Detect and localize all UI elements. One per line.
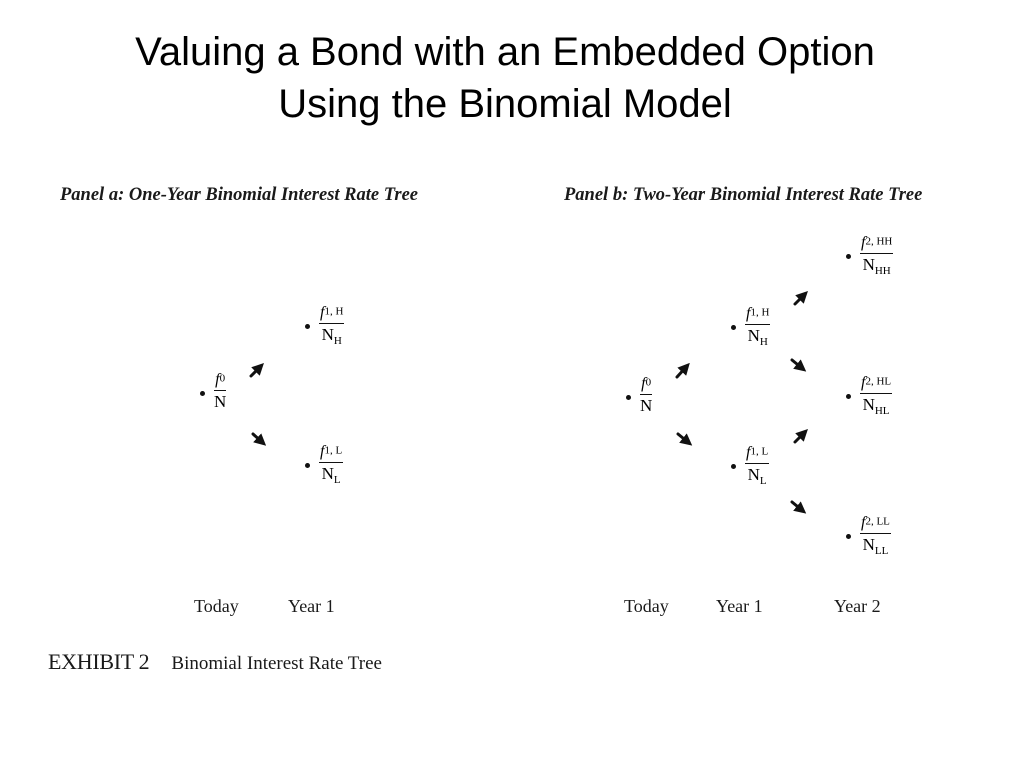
node-rate: $f_{1, H}$	[745, 306, 770, 325]
node-value: $N_L$	[747, 465, 767, 487]
panel-b-period-today: Today	[624, 596, 669, 616]
node-rate: $f_0$	[640, 376, 652, 395]
node-value: $N_{LL}$	[862, 535, 889, 557]
panel-b-root-down-arrow	[678, 434, 689, 443]
node-value: $N_H$	[321, 325, 342, 347]
node-rate: $f_{1, H}$	[319, 305, 344, 324]
node-value: $N_{HL}$	[862, 395, 890, 417]
node-value: $N_{HH}$	[862, 255, 891, 277]
panel-a-period-year-1: Year 1	[288, 596, 335, 616]
panel-b-period-year-1: Year 1	[716, 596, 763, 616]
panel-b-h-down-arrow	[792, 360, 803, 369]
node-value: $N_L$	[321, 464, 341, 486]
node-rate: $f_{2, LL}$	[860, 515, 891, 534]
title-line-1: Valuing a Bond with an Embedded Option	[135, 30, 875, 74]
node-rate: $f_{1, L}$	[319, 444, 343, 463]
node-value: $N_H$	[747, 326, 768, 348]
panel-a-period-today: Today	[194, 596, 239, 616]
node-rate: $f_0$	[214, 372, 226, 391]
panel-b-l-down-arrow	[792, 502, 803, 511]
title-line-2: Using the Binomial Model	[278, 82, 732, 126]
exhibit-caption	[48, 649, 382, 675]
panel-a-up-arrow	[251, 366, 261, 376]
panel-b-h-up-arrow	[795, 294, 805, 304]
node-rate: $f_{2, HL}$	[860, 375, 892, 394]
node-value: N	[214, 392, 227, 411]
exhibit-number: EXHIBIT 2	[48, 649, 150, 674]
exhibit-title: Binomial Interest Rate Tree	[171, 653, 382, 674]
node-rate: $f_{2, HH}$	[860, 235, 893, 254]
panel-b-l-up-arrow	[795, 432, 805, 442]
panel-b-root-up-arrow	[677, 366, 687, 377]
panel-b-label: Panel b: Two-Year Binomial Interest Rate Tree	[564, 185, 923, 205]
panel-a-down-arrow	[253, 434, 263, 443]
node-value: N	[640, 396, 653, 415]
panel-a-label: Panel a: One-Year Binomial Interest Rate Tree	[60, 185, 418, 205]
node-rate: $f_{1, L}$	[745, 445, 769, 464]
panel-b-period-year-2: Year 2	[834, 596, 881, 616]
